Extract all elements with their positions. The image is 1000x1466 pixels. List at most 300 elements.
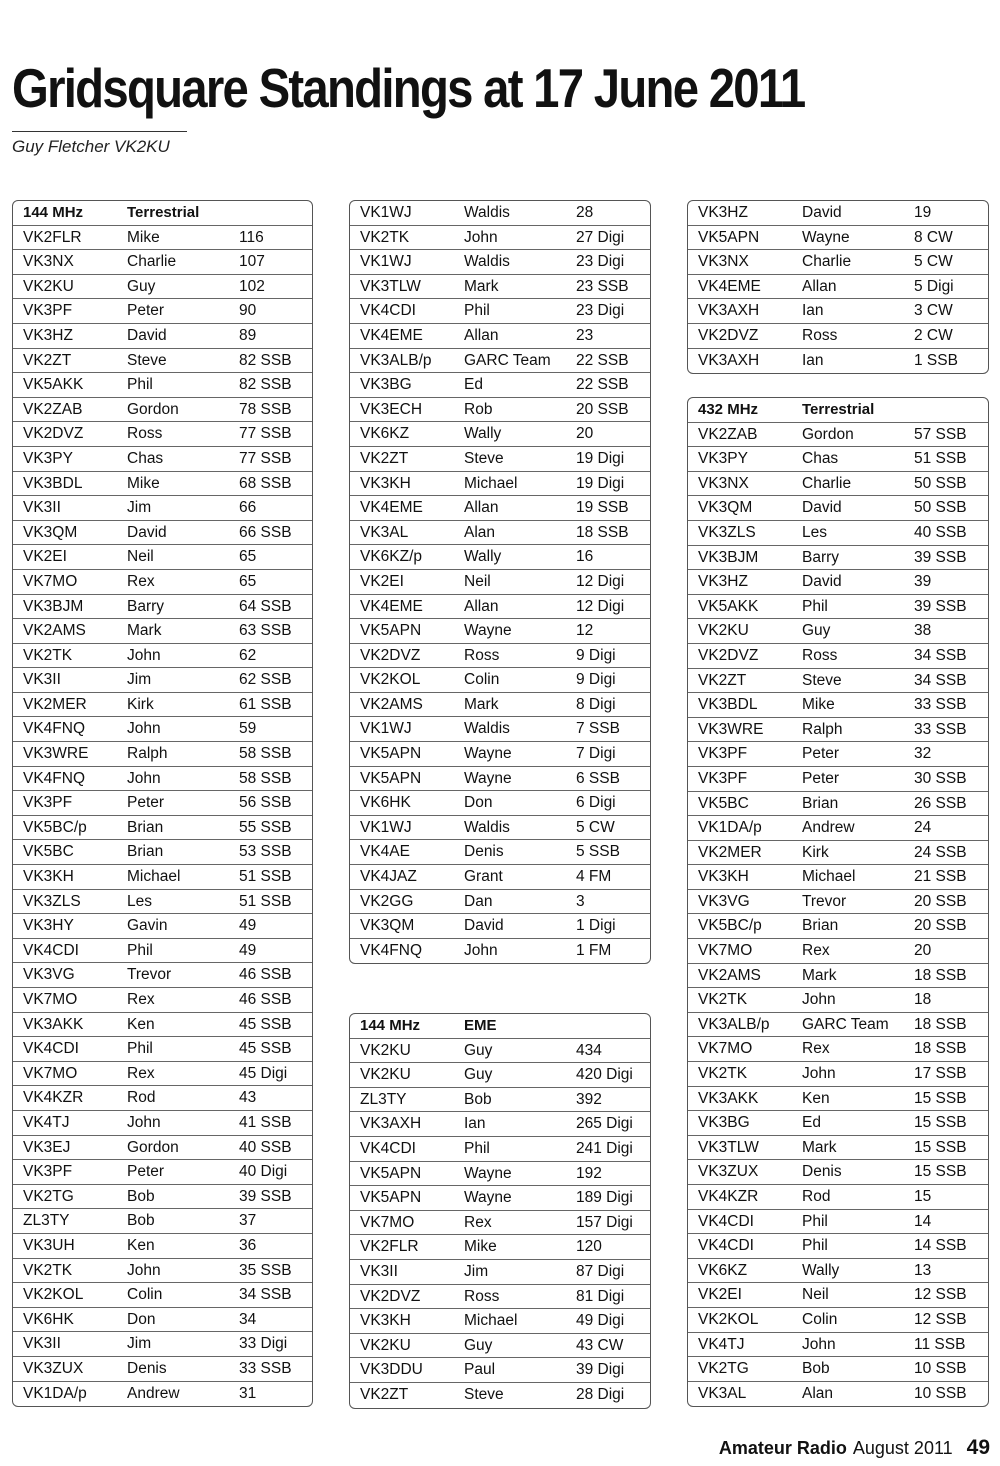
cell-callsign: VK3UH [23, 1236, 75, 1254]
cell-score: 82 SSB [239, 351, 292, 369]
cell-score: 21 SSB [914, 868, 967, 886]
cell-score: 77 SSB [239, 449, 292, 467]
cell-callsign: VK2FLR [360, 1238, 419, 1256]
table-row [350, 496, 650, 521]
cell-score: 39 [914, 573, 932, 591]
cell-callsign: VK2GG [360, 892, 414, 910]
table-row [13, 422, 312, 447]
cell-score: 5 Digi [914, 277, 954, 295]
table-row [688, 1357, 988, 1382]
table-row [688, 1013, 988, 1038]
cell-name: David [802, 499, 842, 517]
cell-callsign: VK3AXH [698, 302, 760, 320]
cell-name: Ken [802, 1089, 830, 1107]
cell-callsign: VK3PY [23, 449, 73, 467]
cell-name: Alan [464, 523, 496, 541]
cell-score: 50 SSB [914, 499, 967, 517]
cell-score: 20 SSB [914, 917, 967, 935]
table-row [350, 349, 650, 374]
cell-callsign: VK5BC/p [23, 818, 87, 836]
table-row [13, 373, 312, 398]
table-row [350, 299, 650, 324]
table-row [688, 299, 988, 324]
cell-score: 49 Digi [576, 1312, 625, 1330]
cell-name: Gordon [127, 1138, 179, 1156]
cell-name: Waldis [464, 253, 510, 271]
cell-score: 34 [239, 1310, 257, 1328]
table-row [13, 1013, 312, 1038]
cell-callsign: VK4JAZ [360, 868, 417, 886]
cell-name: Colin [464, 671, 500, 689]
table-row [688, 226, 988, 251]
cell-callsign: VK3HZ [698, 573, 748, 591]
cell-name: Guy [127, 277, 156, 295]
table-row [13, 1209, 312, 1234]
cell-name: Phil [127, 941, 153, 959]
table-row [13, 1136, 312, 1161]
cell-callsign: VK2AMS [360, 695, 423, 713]
table-row [688, 1037, 988, 1062]
cell-callsign: VK3ZUX [23, 1359, 84, 1377]
cell-name: Alan [802, 1384, 834, 1402]
table-row [350, 545, 650, 570]
header-callsign: 144 MHz [360, 1017, 421, 1034]
cell-name: Peter [802, 769, 840, 787]
table-row [350, 447, 650, 472]
cell-score: 8 CW [914, 228, 953, 246]
table-row [688, 1382, 988, 1407]
table-row [350, 865, 650, 890]
table-row [688, 890, 988, 915]
cell-name: Charlie [802, 474, 852, 492]
cell-score: 4 FM [576, 868, 612, 886]
cell-callsign: VK3AXH [698, 351, 760, 369]
cell-callsign: VK6KZ [698, 1261, 748, 1279]
cell-score: 57 SSB [914, 425, 967, 443]
cell-name: Wayne [464, 769, 512, 787]
table-row [350, 226, 650, 251]
cell-callsign: VK3ZLS [23, 892, 81, 910]
table-row [688, 988, 988, 1013]
cell-callsign: VK5BC [698, 794, 749, 812]
table-row [688, 1062, 988, 1087]
table-row [688, 865, 988, 890]
cell-callsign: VK3ZLS [698, 523, 756, 541]
cell-callsign: VK5BC/p [698, 917, 762, 935]
cell-score: 66 [239, 499, 257, 517]
cell-callsign: VK2KU [360, 1066, 411, 1084]
cell-score: 82 SSB [239, 376, 292, 394]
table-row [688, 324, 988, 349]
cell-score: 64 SSB [239, 597, 292, 615]
cell-name: Ian [464, 1115, 486, 1133]
cell-score: 15 [914, 1188, 932, 1205]
cell-callsign: VK2KU [360, 1336, 411, 1354]
cell-callsign: VK5APN [360, 1164, 422, 1182]
cell-name: Rod [802, 1188, 831, 1205]
cell-score: 89 [239, 326, 257, 344]
table-row [13, 1160, 312, 1185]
cell-callsign: VK5AKK [698, 597, 759, 615]
cell-callsign: VK1DA/p [698, 819, 762, 837]
cell-callsign: VK2FLR [23, 228, 82, 246]
table-row [13, 250, 312, 275]
cell-callsign: VK2TG [23, 1187, 74, 1205]
cell-name: Ross [802, 326, 838, 344]
cell-name: Guy [802, 622, 831, 640]
cell-callsign: VK3NX [698, 253, 749, 271]
cell-score: 20 [576, 425, 594, 443]
cell-callsign: VK4FNQ [23, 720, 86, 738]
cell-name: Michael [802, 868, 856, 886]
cell-callsign: VK3II [23, 499, 61, 517]
cell-score: 45 Digi [239, 1064, 288, 1082]
table-row [688, 1283, 988, 1308]
table-row [13, 1357, 312, 1382]
cell-score: 40 SSB [914, 523, 967, 541]
cell-callsign: VK1WJ [360, 253, 412, 271]
cell-name: Mark [802, 1138, 837, 1156]
cell-name: Phil [464, 302, 490, 320]
cell-name: GARC Team [464, 351, 551, 369]
table-header-row [13, 201, 312, 226]
cell-callsign: VK5APN [360, 745, 422, 763]
header-name: Terrestrial [127, 204, 200, 221]
cell-name: Neil [464, 572, 491, 590]
cell-callsign: VK2DVZ [23, 425, 84, 443]
cell-name: John [802, 1335, 836, 1353]
cell-score: 28 Digi [576, 1385, 625, 1403]
cell-score: 23 Digi [576, 253, 625, 271]
cell-name: Trevor [127, 966, 172, 984]
cell-score: 50 SSB [914, 474, 967, 492]
cell-name: Jim [127, 1335, 152, 1353]
cell-name: Ian [802, 351, 824, 369]
cell-score: 157 Digi [576, 1213, 633, 1231]
cell-callsign: VK3KH [360, 1312, 411, 1330]
cell-callsign: VK4TJ [698, 1335, 745, 1353]
table-row [688, 1136, 988, 1161]
table-row [13, 717, 312, 742]
table-row [688, 1160, 988, 1185]
cell-name: Wally [802, 1261, 840, 1279]
cell-callsign: VK4TJ [23, 1113, 70, 1131]
cell-callsign: VK3QM [23, 523, 78, 541]
cell-callsign: VK4CDI [23, 941, 79, 959]
cell-score: 23 SSB [576, 277, 629, 295]
cell-score: 18 SSB [914, 1015, 967, 1033]
cell-score: 12 Digi [576, 572, 625, 590]
cell-score: 51 SSB [239, 892, 292, 910]
cell-callsign: VK3KH [23, 868, 74, 886]
cell-name: John [802, 991, 836, 1009]
cell-name: Peter [802, 745, 840, 763]
cell-callsign: VK3AKK [698, 1089, 759, 1107]
cell-score: 43 [239, 1089, 257, 1107]
cell-callsign: VK7MO [23, 1064, 78, 1082]
title-rule [12, 131, 187, 132]
table-row [13, 275, 312, 300]
cell-name: Jim [464, 1262, 489, 1280]
cell-name: Ralph [127, 745, 168, 763]
cell-score: 9 Digi [576, 646, 616, 664]
cell-name: Jim [127, 499, 152, 517]
cell-score: 18 [914, 991, 932, 1009]
cell-score: 434 [576, 1041, 602, 1059]
cell-name: Allan [464, 326, 499, 344]
cell-name: Rex [127, 1064, 155, 1082]
cell-callsign: VK6HK [23, 1310, 74, 1328]
table-row [350, 1211, 650, 1236]
header-callsign: 432 MHz [698, 401, 759, 418]
cell-name: Mark [464, 277, 499, 295]
cell-name: Peter [127, 1163, 165, 1181]
cell-name: Bob [127, 1212, 155, 1230]
table-row [13, 1332, 312, 1357]
cell-name: Colin [802, 1310, 838, 1328]
cell-score: 18 SSB [576, 523, 629, 541]
table-row [13, 939, 312, 964]
cell-score: 59 [239, 720, 257, 738]
cell-score: 43 CW [576, 1336, 624, 1354]
cell-score: 41 SSB [239, 1113, 292, 1131]
table-row [350, 595, 650, 620]
cell-score: 38 [914, 622, 932, 640]
cell-name: Chas [127, 449, 164, 467]
page-footer [719, 1436, 990, 1460]
cell-score: 19 SSB [576, 499, 629, 517]
cell-score: 23 Digi [576, 302, 625, 320]
cell-callsign: VK3BG [360, 376, 412, 394]
table-row [13, 1259, 312, 1284]
cell-callsign: VK4FNQ [360, 941, 423, 959]
cell-callsign: VK2EI [360, 572, 404, 590]
cell-score: 17 SSB [914, 1065, 967, 1083]
cell-callsign: VK4EME [360, 499, 423, 517]
cell-callsign: VK3BG [698, 1114, 750, 1132]
cell-callsign: VK2TK [23, 646, 73, 664]
cell-name: Wally [464, 548, 502, 566]
cell-name: Mark [127, 622, 162, 640]
cell-score: 33 Digi [239, 1335, 288, 1353]
cell-callsign: VK7MO [360, 1213, 415, 1231]
cell-name: Rex [464, 1213, 492, 1231]
author-byline: Guy Fletcher VK2KU [12, 137, 170, 156]
cell-callsign: VK3HZ [698, 204, 748, 221]
cell-callsign: VK4CDI [698, 1237, 754, 1255]
table-row [688, 816, 988, 841]
table-row [350, 1383, 650, 1408]
cell-score: 40 SSB [239, 1138, 292, 1156]
table-row [350, 324, 650, 349]
cell-score: 12 Digi [576, 597, 625, 615]
cell-score: 39 SSB [914, 597, 967, 615]
table-row [13, 816, 312, 841]
table-row [350, 1285, 650, 1310]
cell-score: 14 [914, 1212, 932, 1230]
cell-score: 90 [239, 302, 257, 320]
cell-score: 116 [239, 228, 264, 246]
table-row [350, 1112, 650, 1137]
cell-callsign: VK6HK [360, 794, 411, 812]
table-row [688, 718, 988, 743]
header-name: EME [464, 1017, 497, 1034]
cell-callsign: VK2MER [698, 843, 762, 861]
cell-name: Ross [802, 646, 838, 664]
cell-name: David [802, 204, 842, 221]
cell-name: Rob [464, 400, 493, 418]
cell-name: Andrew [802, 819, 855, 837]
cell-score: 61 SSB [239, 695, 292, 713]
table-row [688, 546, 988, 571]
cell-name: Allan [802, 277, 837, 295]
table-row [688, 275, 988, 300]
cell-name: Wayne [464, 1164, 512, 1182]
cell-callsign: VK2TK [698, 991, 748, 1009]
cell-callsign: VK1WJ [360, 204, 412, 221]
cell-callsign: VK3II [23, 671, 61, 689]
cell-name: Denis [127, 1359, 167, 1377]
cell-callsign: VK6KZ/p [360, 548, 423, 566]
table-row [350, 644, 650, 669]
cell-score: 6 Digi [576, 794, 616, 812]
table-row [688, 496, 988, 521]
table-row [13, 226, 312, 251]
cell-score: 20 [914, 942, 932, 960]
cell-name: Waldis [464, 720, 510, 738]
cell-callsign: VK4CDI [698, 1212, 754, 1230]
cell-name: Kirk [127, 695, 154, 713]
page-title: Gridsquare Standings at 17 June 2011 [12, 57, 805, 119]
table-row [350, 619, 650, 644]
table-row [350, 717, 650, 742]
cell-name: Rod [127, 1089, 156, 1107]
table-row [13, 767, 312, 792]
cell-callsign: VK3WRE [23, 745, 89, 763]
cell-callsign: VK3TLW [360, 277, 421, 295]
cell-name: Phil [802, 1237, 828, 1255]
footer-page-number: 49 [966, 1436, 990, 1459]
cell-score: 192 [576, 1164, 602, 1182]
cell-callsign: VK3VG [23, 966, 75, 984]
cell-score: 19 Digi [576, 449, 625, 467]
cell-callsign: VK2DVZ [360, 1287, 421, 1305]
cell-name: Phil [127, 376, 153, 394]
cell-callsign: VK2KOL [23, 1286, 84, 1304]
cell-score: 102 [239, 277, 265, 295]
table-row [350, 840, 650, 865]
cell-name: John [464, 228, 498, 246]
cell-callsign: VK3NX [23, 253, 74, 271]
cell-name: Grant [464, 868, 503, 886]
table-row [688, 201, 988, 226]
table-row [350, 693, 650, 718]
table-row [688, 1308, 988, 1333]
cell-score: 46 SSB [239, 966, 292, 984]
cell-callsign: VK2ZT [23, 351, 72, 369]
cell-callsign: VK3NX [698, 474, 749, 492]
cell-name: Trevor [802, 892, 847, 910]
cell-score: 1 FM [576, 941, 612, 959]
table-432-terrestrial [687, 397, 989, 1407]
table-row [350, 275, 650, 300]
table-row [13, 349, 312, 374]
cell-callsign: VK2KU [698, 622, 749, 640]
cell-name: Gordon [127, 400, 179, 418]
cell-callsign: VK3AKK [23, 1015, 84, 1033]
cell-name: Rex [802, 1040, 830, 1058]
cell-name: David [802, 573, 842, 591]
cell-name: Bob [127, 1187, 155, 1205]
cell-name: Chas [802, 450, 839, 468]
cell-name: Les [127, 892, 152, 910]
cell-score: 20 SSB [576, 400, 629, 418]
table-row [350, 742, 650, 767]
cell-name: Wally [464, 425, 502, 443]
cell-score: 53 SSB [239, 843, 292, 861]
table-row [350, 521, 650, 546]
cell-name: Phil [802, 1212, 828, 1230]
cell-score: 27 Digi [576, 228, 625, 246]
table-row [688, 644, 988, 669]
table-row [688, 693, 988, 718]
cell-callsign: VK3II [23, 1335, 61, 1353]
cell-name: Michael [464, 1312, 518, 1330]
table-row [350, 1137, 650, 1162]
cell-callsign: VK2AMS [23, 622, 86, 640]
cell-score: 14 SSB [914, 1237, 967, 1255]
cell-name: Mike [802, 696, 835, 714]
cell-score: 15 SSB [914, 1163, 967, 1181]
cell-score: 35 SSB [239, 1261, 292, 1279]
table-row [13, 496, 312, 521]
cell-name: Bob [464, 1090, 492, 1108]
cell-name: David [127, 326, 167, 344]
cell-callsign: VK3BDL [23, 474, 83, 492]
table-144-terrestrial-continued [349, 200, 651, 964]
table-row [13, 890, 312, 915]
table-row [688, 1111, 988, 1136]
cell-score: 30 SSB [914, 769, 967, 787]
cell-score: 40 Digi [239, 1163, 288, 1181]
cell-callsign: VK5APN [698, 228, 760, 246]
table-row [350, 422, 650, 447]
cell-name: Guy [464, 1066, 493, 1084]
cell-score: 56 SSB [239, 794, 292, 812]
cell-callsign: VK4CDI [23, 1040, 79, 1058]
table-row [350, 890, 650, 915]
cell-name: Mark [464, 695, 499, 713]
cell-callsign: VK4AE [360, 843, 410, 861]
cell-score: 7 Digi [576, 745, 616, 763]
table-row [350, 201, 650, 226]
table-row [13, 570, 312, 595]
cell-score: 1 Digi [576, 917, 616, 935]
cell-score: 12 SSB [914, 1286, 967, 1304]
cell-callsign: VK3EJ [23, 1138, 71, 1156]
cell-callsign: ZL3TY [360, 1090, 407, 1108]
table-row [13, 644, 312, 669]
table-row [350, 914, 650, 939]
cell-score: 10 SSB [914, 1360, 967, 1378]
cell-score: 18 SSB [914, 1040, 967, 1058]
cell-callsign: VK3QM [360, 917, 415, 935]
cell-score: 20 SSB [914, 892, 967, 910]
cell-score: 39 SSB [914, 548, 967, 566]
table-row [350, 1088, 650, 1113]
footer-issue: August 2011 [852, 1438, 953, 1458]
cell-name: Rex [127, 991, 155, 1008]
